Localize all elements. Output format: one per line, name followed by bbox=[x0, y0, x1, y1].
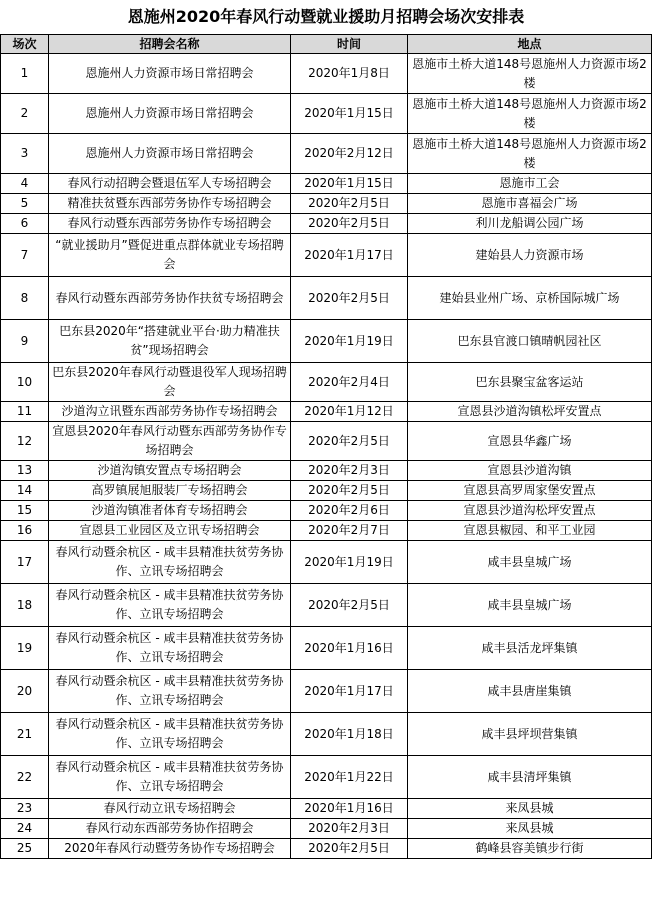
table-row bbox=[1, 402, 652, 422]
cell-time: 2020年2月5日 bbox=[291, 584, 408, 627]
cell-location: 恩施市土桥大道148号恩施州人力资源市场2楼 bbox=[408, 94, 652, 134]
cell-session-number: 18 bbox=[1, 584, 49, 627]
table-row bbox=[1, 461, 652, 481]
cell-time: 2020年1月17日 bbox=[291, 234, 408, 277]
table-row bbox=[1, 819, 652, 839]
table-row bbox=[1, 363, 652, 402]
cell-fair-name: 春风行动东西部劳务协作招聘会 bbox=[49, 819, 291, 839]
cell-session-number: 1 bbox=[1, 54, 49, 94]
cell-session-number: 8 bbox=[1, 277, 49, 320]
cell-fair-name: 春风行动暨东西部劳务协作扶贫专场招聘会 bbox=[49, 277, 291, 320]
cell-fair-name: 高罗镇展旭服装厂专场招聘会 bbox=[49, 481, 291, 501]
cell-location: 建始县人力资源市场 bbox=[408, 234, 652, 277]
cell-time: 2020年2月5日 bbox=[291, 422, 408, 461]
cell-session-number: 22 bbox=[1, 756, 49, 799]
cell-location: 宣恩县沙道沟镇 bbox=[408, 461, 652, 481]
cell-fair-name: 沙道沟镇安置点专场招聘会 bbox=[49, 461, 291, 481]
table-row bbox=[1, 501, 652, 521]
cell-time: 2020年1月15日 bbox=[291, 94, 408, 134]
cell-fair-name: 沙道沟立讯暨东西部劳务协作专场招聘会 bbox=[49, 402, 291, 422]
table-row bbox=[1, 799, 652, 819]
cell-fair-name: 宣恩县工业园区及立讯专场招聘会 bbox=[49, 521, 291, 541]
cell-location: 恩施市工会 bbox=[408, 174, 652, 194]
cell-fair-name: 沙道沟镇准者体育专场招聘会 bbox=[49, 501, 291, 521]
table-row bbox=[1, 134, 652, 174]
cell-fair-name: 恩施州人力资源市场日常招聘会 bbox=[49, 134, 291, 174]
cell-location: 宣恩县椒园、和平工业园 bbox=[408, 521, 652, 541]
table-row bbox=[1, 214, 652, 234]
cell-fair-name: 2020年春风行动暨劳务协作专场招聘会 bbox=[49, 839, 291, 859]
column-header-session: 场次 bbox=[1, 35, 49, 54]
cell-time: 2020年1月18日 bbox=[291, 713, 408, 756]
cell-session-number: 9 bbox=[1, 320, 49, 363]
table-row bbox=[1, 234, 652, 277]
schedule-table bbox=[0, 34, 652, 859]
cell-fair-name: 春风行动暨余杭区 - 咸丰县精准扶贫劳务协作、立讯专场招聘会 bbox=[49, 627, 291, 670]
cell-location: 利川龙船调公园广场 bbox=[408, 214, 652, 234]
table-row bbox=[1, 627, 652, 670]
cell-time: 2020年1月16日 bbox=[291, 627, 408, 670]
cell-time: 2020年2月5日 bbox=[291, 277, 408, 320]
cell-location: 巴东县聚宝盆客运站 bbox=[408, 363, 652, 402]
table-row bbox=[1, 194, 652, 214]
cell-time: 2020年2月5日 bbox=[291, 194, 408, 214]
cell-fair-name: 春风行动暨余杭区 - 咸丰县精准扶贫劳务协作、立讯专场招聘会 bbox=[49, 670, 291, 713]
table-row bbox=[1, 713, 652, 756]
cell-fair-name: 春风行动招聘会暨退伍军人专场招聘会 bbox=[49, 174, 291, 194]
table-row bbox=[1, 320, 652, 363]
cell-fair-name: 春风行动暨余杭区 - 咸丰县精准扶贫劳务协作、立讯专场招聘会 bbox=[49, 584, 291, 627]
cell-time: 2020年2月5日 bbox=[291, 839, 408, 859]
cell-location: 来凤县城 bbox=[408, 799, 652, 819]
cell-location: 咸丰县唐崖集镇 bbox=[408, 670, 652, 713]
cell-fair-name: 恩施州人力资源市场日常招聘会 bbox=[49, 94, 291, 134]
cell-time: 2020年2月12日 bbox=[291, 134, 408, 174]
cell-location: 恩施市喜福会广场 bbox=[408, 194, 652, 214]
cell-session-number: 25 bbox=[1, 839, 49, 859]
cell-session-number: 23 bbox=[1, 799, 49, 819]
table-row bbox=[1, 839, 652, 859]
table-header-row bbox=[1, 35, 652, 54]
cell-location: 来凤县城 bbox=[408, 819, 652, 839]
cell-location: 咸丰县皇城广场 bbox=[408, 541, 652, 584]
cell-fair-name: 春风行动暨余杭区 - 咸丰县精准扶贫劳务协作、立讯专场招聘会 bbox=[49, 541, 291, 584]
table-body bbox=[1, 54, 652, 859]
cell-session-number: 10 bbox=[1, 363, 49, 402]
cell-fair-name: 春风行动立讯专场招聘会 bbox=[49, 799, 291, 819]
cell-session-number: 3 bbox=[1, 134, 49, 174]
cell-time: 2020年1月12日 bbox=[291, 402, 408, 422]
cell-time: 2020年1月19日 bbox=[291, 320, 408, 363]
cell-time: 2020年2月3日 bbox=[291, 819, 408, 839]
table-row bbox=[1, 54, 652, 94]
table-row bbox=[1, 174, 652, 194]
table-row bbox=[1, 756, 652, 799]
cell-session-number: 4 bbox=[1, 174, 49, 194]
cell-location: 宣恩县沙道沟松坪安置点 bbox=[408, 501, 652, 521]
table-row bbox=[1, 422, 652, 461]
cell-fair-name: 春风行动暨余杭区 - 咸丰县精准扶贫劳务协作、立讯专场招聘会 bbox=[49, 713, 291, 756]
cell-time: 2020年2月7日 bbox=[291, 521, 408, 541]
table-row bbox=[1, 670, 652, 713]
cell-location: 咸丰县清坪集镇 bbox=[408, 756, 652, 799]
cell-time: 2020年1月17日 bbox=[291, 670, 408, 713]
cell-session-number: 7 bbox=[1, 234, 49, 277]
cell-fair-name: 宣恩县2020年春风行动暨东西部劳务协作专场招聘会 bbox=[49, 422, 291, 461]
cell-time: 2020年1月16日 bbox=[291, 799, 408, 819]
cell-location: 宣恩县华鑫广场 bbox=[408, 422, 652, 461]
document-title: 恩施州2020年春风行动暨就业援助月招聘会场次安排表 bbox=[127, 7, 525, 26]
cell-session-number: 14 bbox=[1, 481, 49, 501]
cell-fair-name: 春风行动暨东西部劳务协作专场招聘会 bbox=[49, 214, 291, 234]
table-row bbox=[1, 541, 652, 584]
cell-fair-name: 恩施州人力资源市场日常招聘会 bbox=[49, 54, 291, 94]
cell-fair-name: 精准扶贫暨东西部劳务协作专场招聘会 bbox=[49, 194, 291, 214]
cell-location: 巴东县官渡口镇晴帆园社区 bbox=[408, 320, 652, 363]
cell-location: 宣恩县高罗周家堡安置点 bbox=[408, 481, 652, 501]
cell-time: 2020年1月8日 bbox=[291, 54, 408, 94]
cell-location: 咸丰县坪坝营集镇 bbox=[408, 713, 652, 756]
cell-session-number: 12 bbox=[1, 422, 49, 461]
cell-location: 恩施市土桥大道148号恩施州人力资源市场2楼 bbox=[408, 134, 652, 174]
cell-location: 鹤峰县容美镇步行街 bbox=[408, 839, 652, 859]
cell-time: 2020年2月5日 bbox=[291, 481, 408, 501]
cell-location: 建始县业州广场、京桥国际城广场 bbox=[408, 277, 652, 320]
column-header-name: 招聘会名称 bbox=[49, 35, 291, 54]
cell-session-number: 21 bbox=[1, 713, 49, 756]
cell-session-number: 6 bbox=[1, 214, 49, 234]
cell-location: 恩施市土桥大道148号恩施州人力资源市场2楼 bbox=[408, 54, 652, 94]
cell-fair-name: 春风行动暨余杭区 - 咸丰县精准扶贫劳务协作、立讯专场招聘会 bbox=[49, 756, 291, 799]
cell-session-number: 2 bbox=[1, 94, 49, 134]
cell-session-number: 5 bbox=[1, 194, 49, 214]
cell-fair-name: 巴东县2020年春风行动暨退役军人现场招聘会 bbox=[49, 363, 291, 402]
cell-session-number: 19 bbox=[1, 627, 49, 670]
cell-location: 咸丰县活龙坪集镇 bbox=[408, 627, 652, 670]
cell-location: 咸丰县皇城广场 bbox=[408, 584, 652, 627]
table-row bbox=[1, 521, 652, 541]
cell-time: 2020年1月15日 bbox=[291, 174, 408, 194]
cell-fair-name: 巴东县2020年“搭建就业平台·助力精准扶贫”现场招聘会 bbox=[49, 320, 291, 363]
cell-time: 2020年2月3日 bbox=[291, 461, 408, 481]
cell-time: 2020年1月22日 bbox=[291, 756, 408, 799]
cell-session-number: 16 bbox=[1, 521, 49, 541]
table-row bbox=[1, 481, 652, 501]
cell-session-number: 20 bbox=[1, 670, 49, 713]
table-row bbox=[1, 277, 652, 320]
cell-time: 2020年2月5日 bbox=[291, 214, 408, 234]
cell-fair-name: “就业援助月”暨促进重点群体就业专场招聘会 bbox=[49, 234, 291, 277]
cell-location: 宣恩县沙道沟镇松坪安置点 bbox=[408, 402, 652, 422]
column-header-time: 时间 bbox=[291, 35, 408, 54]
table-row bbox=[1, 94, 652, 134]
cell-session-number: 11 bbox=[1, 402, 49, 422]
table-row bbox=[1, 584, 652, 627]
cell-session-number: 24 bbox=[1, 819, 49, 839]
cell-time: 2020年2月4日 bbox=[291, 363, 408, 402]
cell-session-number: 17 bbox=[1, 541, 49, 584]
column-header-location: 地点 bbox=[408, 35, 652, 54]
cell-time: 2020年2月6日 bbox=[291, 501, 408, 521]
cell-time: 2020年1月19日 bbox=[291, 541, 408, 584]
cell-session-number: 13 bbox=[1, 461, 49, 481]
cell-session-number: 15 bbox=[1, 501, 49, 521]
